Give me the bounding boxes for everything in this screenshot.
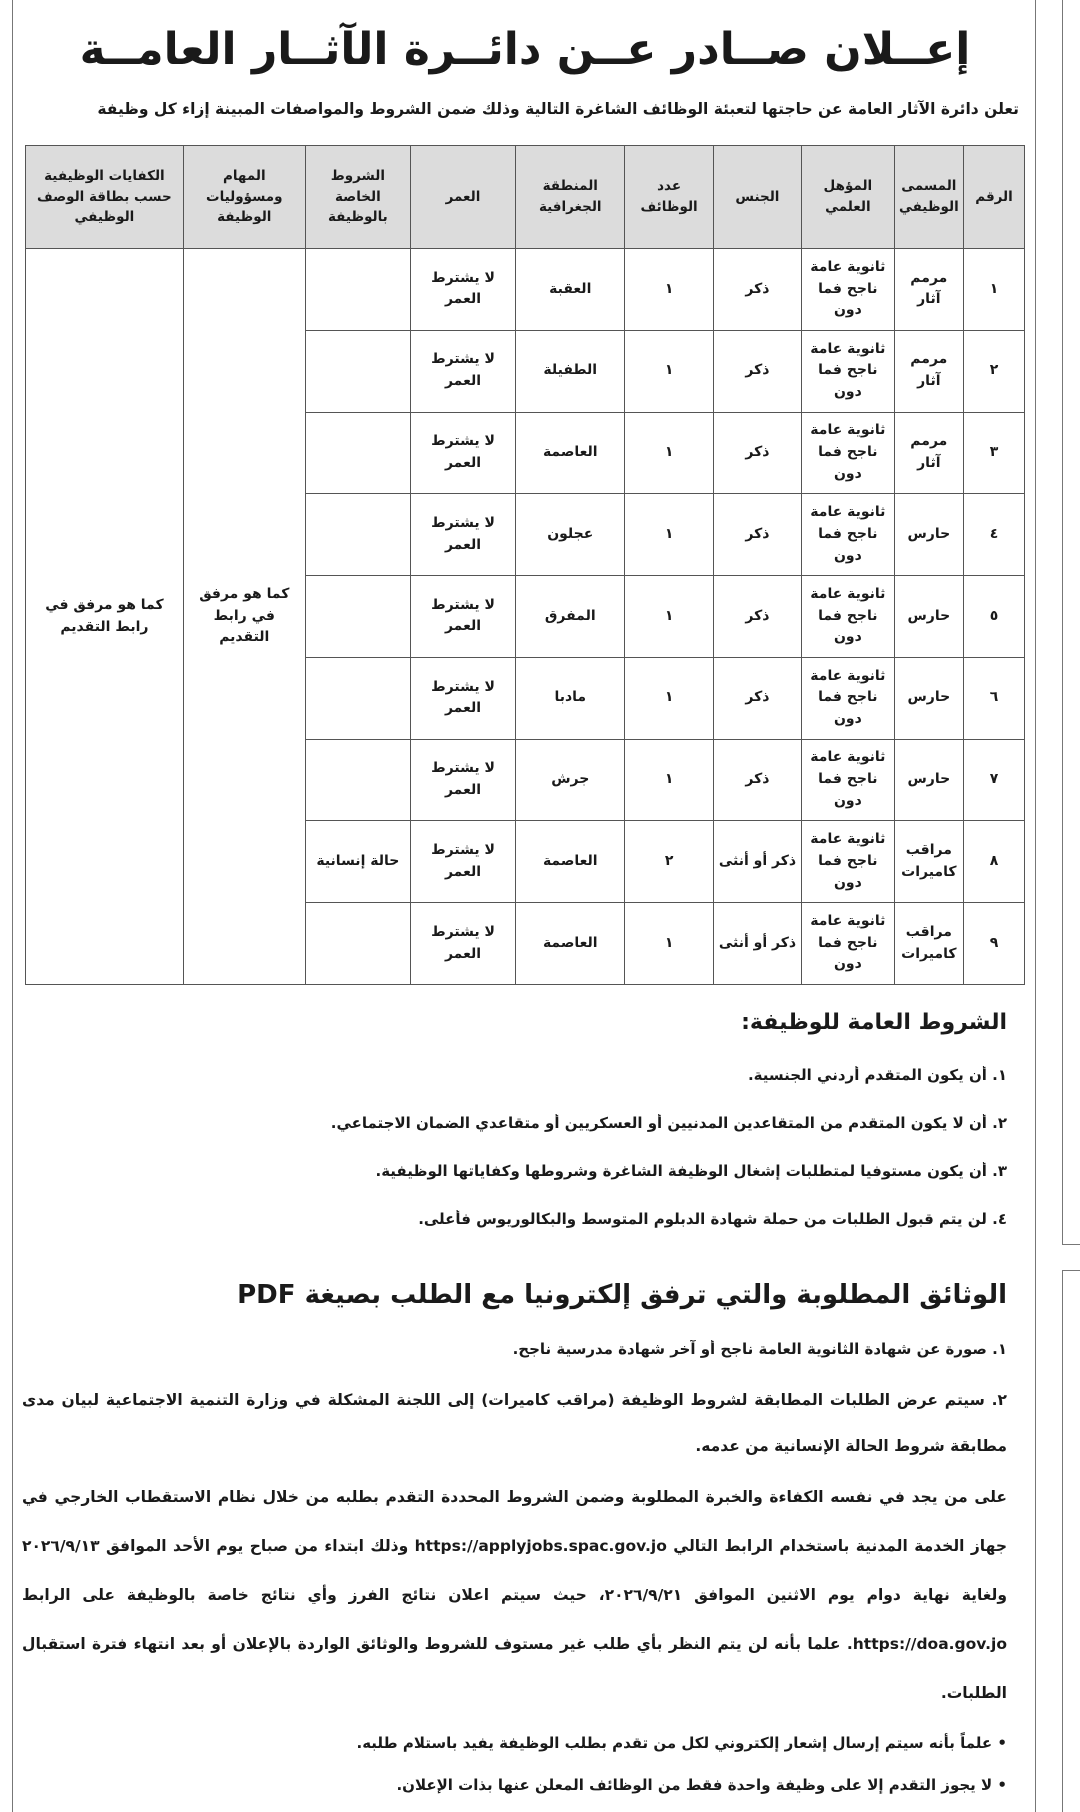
cell-special <box>305 903 410 985</box>
cell-region: عجلون <box>516 494 625 576</box>
jobs-table <box>25 145 1025 985</box>
cell-job-title: مرمم آثار <box>894 249 963 331</box>
cell-age: لا يشترط العمر <box>410 576 515 658</box>
cell-count: ١ <box>625 739 713 821</box>
cell-num: ٩ <box>964 903 1025 985</box>
cell-job-title: مرمم آثار <box>894 412 963 494</box>
cell-region: العقبة <box>516 249 625 331</box>
header-competencies: الكفايات الوظيفية حسب بطاقة الوصف الوظيفي <box>26 146 184 249</box>
header-gender: الجنس <box>713 146 801 249</box>
general-condition-item: ١. أن يكون المتقدم أردني الجنسية. <box>747 1066 1007 1084</box>
header-age: العمر <box>410 146 515 249</box>
cell-duties-merged: كما هو مرفق في رابط التقديم <box>183 249 305 985</box>
cell-age: لا يشترط العمر <box>410 657 515 739</box>
cell-num: ٣ <box>964 412 1025 494</box>
document-item: ١. صورة عن شهادة الثانوية العامة ناجح أو آخر شهادة مدرسية ناجح. <box>512 1340 1007 1358</box>
cell-count: ١ <box>625 330 713 412</box>
cell-gender: ذكر <box>713 330 801 412</box>
cell-gender: ذكر <box>713 657 801 739</box>
cell-count: ١ <box>625 657 713 739</box>
cell-region: العاصمة <box>516 412 625 494</box>
cell-qualification: ثانوية عامة ناجح فما دون <box>802 739 895 821</box>
header-qualification: المؤهل العلمي <box>802 146 895 249</box>
cell-region: الطفيلة <box>516 330 625 412</box>
bullet-note: • لا يجوز التقدم إلا على وظيفة واحدة فقط من الوظائف المعلن عنها بذات الإعلان. <box>396 1776 1007 1794</box>
cell-job-title: حارس <box>894 576 963 658</box>
header-special: الشروط الخاصة بالوظيفة <box>305 146 410 249</box>
cell-num: ٤ <box>964 494 1025 576</box>
cell-job-title: مرمم آثار <box>894 330 963 412</box>
adjacent-column-frame <box>1062 1270 1080 1812</box>
table-header-row <box>26 146 1025 249</box>
header-count: عدد الوظائف <box>625 146 713 249</box>
cell-job-title: مراقب كاميرات <box>894 903 963 985</box>
cell-age: لا يشترط العمر <box>410 412 515 494</box>
cell-age: لا يشترط العمر <box>410 330 515 412</box>
cell-special <box>305 739 410 821</box>
table-row <box>26 249 1025 331</box>
documents-heading: الوثائق المطلوبة والتي ترفق إلكترونيا مع الطلب بصيغة PDF <box>237 1280 1007 1310</box>
general-conditions-heading: الشروط العامة للوظيفة: <box>741 1010 1007 1035</box>
cell-region: العاصمة <box>516 821 625 903</box>
cell-gender: ذكر <box>713 412 801 494</box>
announcement-title: إعــلان صــادر عــن دائــرة الآثــار العامــة <box>79 24 971 75</box>
cell-qualification: ثانوية عامة ناجح فما دون <box>802 494 895 576</box>
cell-gender: ذكر <box>713 576 801 658</box>
cell-region: المفرق <box>516 576 625 658</box>
cell-qualification: ثانوية عامة ناجح فما دون <box>802 657 895 739</box>
cell-competencies-merged: كما هو مرفق في رابط التقديم <box>26 249 184 985</box>
cell-gender: ذكر أو أنثى <box>713 821 801 903</box>
cell-age: لا يشترط العمر <box>410 249 515 331</box>
cell-count: ٢ <box>625 821 713 903</box>
cell-region: العاصمة <box>516 903 625 985</box>
cell-job-title: حارس <box>894 494 963 576</box>
cell-gender: ذكر أو أنثى <box>713 903 801 985</box>
announcement-intro: تعلن دائرة الآثار العامة عن حاجتها لتعبئة الوظائف الشاغرة التالية وذلك ضمن الشروط والمواصفات المبينة إزاء كل وظيفة <box>97 100 1019 118</box>
cell-age: لا يشترط العمر <box>410 903 515 985</box>
cell-qualification: ثانوية عامة ناجح فما دون <box>802 576 895 658</box>
cell-special <box>305 657 410 739</box>
general-condition-item: ٢. أن لا يكون المتقدم من المتقاعدين المدنيين أو العسكريين أو متقاعدي الضمان الاجتماعي. <box>330 1114 1007 1132</box>
cell-qualification: ثانوية عامة ناجح فما دون <box>802 412 895 494</box>
cell-count: ١ <box>625 249 713 331</box>
cell-special <box>305 412 410 494</box>
cell-region: مادبا <box>516 657 625 739</box>
header-duties: المهام ومسؤوليات الوظيفة <box>183 146 305 249</box>
cell-num: ٢ <box>964 330 1025 412</box>
header-num: الرقم <box>964 146 1025 249</box>
cell-gender: ذكر <box>713 739 801 821</box>
cell-qualification: ثانوية عامة ناجح فما دون <box>802 330 895 412</box>
header-job-title: المسمى الوظيفي <box>894 146 963 249</box>
cell-special <box>305 249 410 331</box>
cell-qualification: ثانوية عامة ناجح فما دون <box>802 249 895 331</box>
cell-count: ١ <box>625 576 713 658</box>
adjacent-column-frame <box>1062 0 1080 1245</box>
cell-job-title: حارس <box>894 739 963 821</box>
cell-count: ١ <box>625 903 713 985</box>
cell-special <box>305 494 410 576</box>
cell-job-title: حارس <box>894 657 963 739</box>
cell-age: لا يشترط العمر <box>410 821 515 903</box>
cell-age: لا يشترط العمر <box>410 739 515 821</box>
cell-job-title: مراقب كاميرات <box>894 821 963 903</box>
cell-gender: ذكر <box>713 494 801 576</box>
bullet-note: • علماً بأنه سيتم إرسال إشعار إلكتروني لكل من تقدم بطلب الوظيفة يفيد باستلام طلبه. <box>356 1734 1007 1752</box>
cell-age: لا يشترط العمر <box>410 494 515 576</box>
cell-num: ١ <box>964 249 1025 331</box>
announcement-sheet <box>12 0 1036 1812</box>
cell-count: ١ <box>625 412 713 494</box>
cell-special <box>305 330 410 412</box>
general-condition-item: ٣. أن يكون مستوفيا لمتطلبات إشغال الوظيفة الشاغرة وشروطها وكفاياتها الوظيفية. <box>375 1162 1007 1180</box>
cell-qualification: ثانوية عامة ناجح فما دون <box>802 821 895 903</box>
cell-num: ٥ <box>964 576 1025 658</box>
cell-special: حالة إنسانية <box>305 821 410 903</box>
cell-gender: ذكر <box>713 249 801 331</box>
application-paragraph: على من يجد في نفسه الكفاءة والخبرة المطلوبة وضمن الشروط المحددة التقدم بطلبه من خلال نظام الاستقطاب الخارجي في جهاز الخدمة المدنية باستخدام الرابط التالي https://applyjobs.spac.gov.jo وذلك ابتداء من صباح يوم الأحد الموافق ٢٠٢٦/٩/١٣ ولغاية نهاية دوام يوم الاثنين الموافق ٢٠٢٦/٩/٢١، حيث سيتم اعلان نتائج الفرز وأي نتائج خاصة بالوظيفة على الرابط https://doa.gov.jo. علما بأنه لن يتم النظر بأي طلب غير مستوف للشروط والوثائق الواردة بالإعلان أو بعد انتهاء فترة استقبال الطلبات. <box>22 1488 1007 1702</box>
cell-num: ٦ <box>964 657 1025 739</box>
cell-num: ٨ <box>964 821 1025 903</box>
general-condition-item: ٤. لن يتم قبول الطلبات من حملة شهادة الدبلوم المتوسط والبكالوريوس فأعلى. <box>418 1210 1007 1228</box>
cell-count: ١ <box>625 494 713 576</box>
cell-region: جرش <box>516 739 625 821</box>
header-region: المنطقة الجغرافية <box>516 146 625 249</box>
cell-qualification: ثانوية عامة ناجح فما دون <box>802 903 895 985</box>
cell-special <box>305 576 410 658</box>
document-item: ٢. سيتم عرض الطلبات المطابقة لشروط الوظيفة (مراقب كاميرات) إلى اللجنة المشكلة في وزارة التنمية الاجتماعية لبيان مدى مطابقة شروط الحالة الإنسانية من عدمه. <box>22 1391 1007 1455</box>
cell-num: ٧ <box>964 739 1025 821</box>
